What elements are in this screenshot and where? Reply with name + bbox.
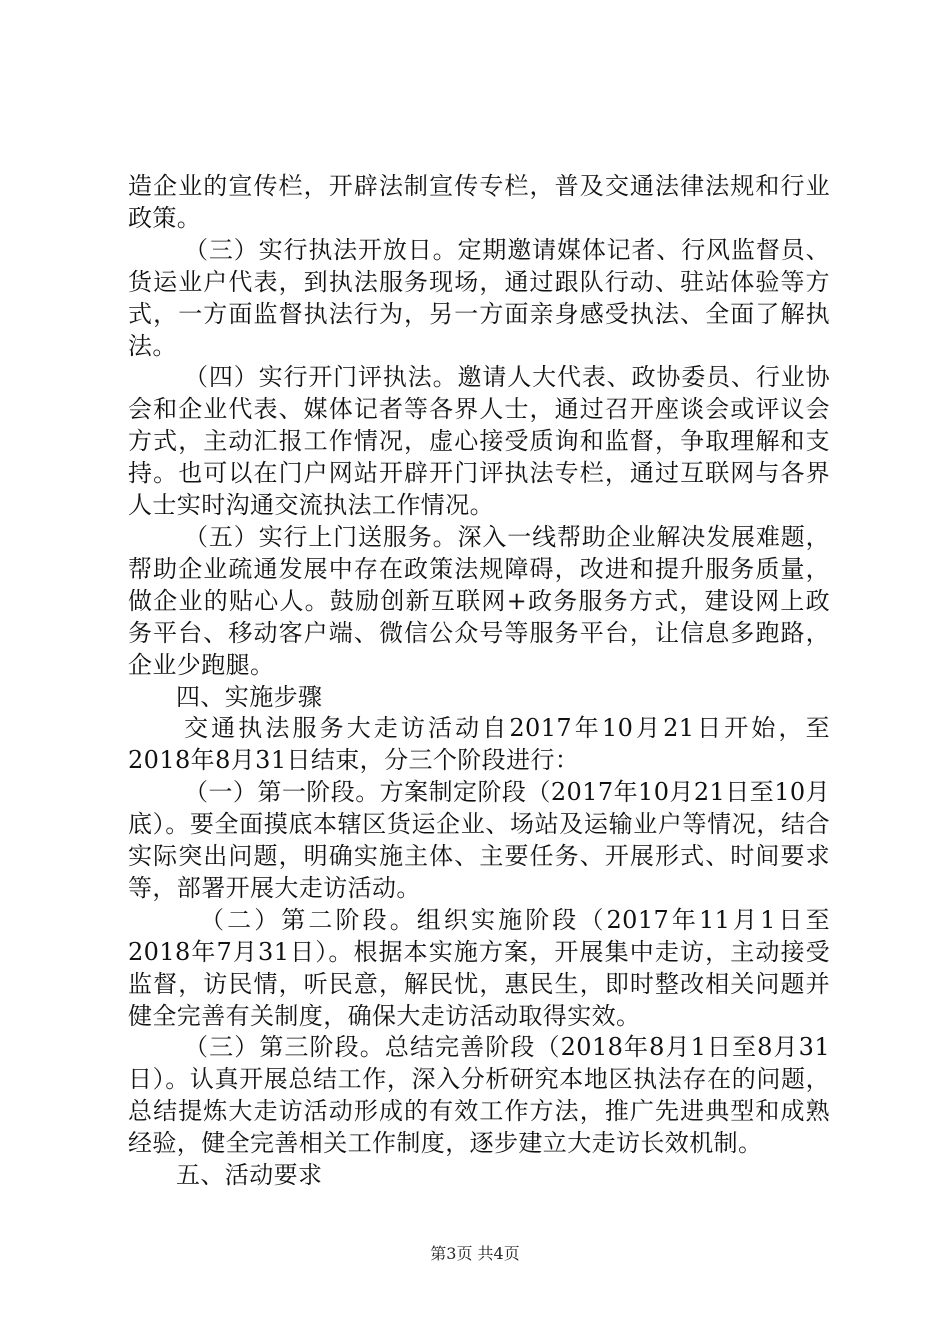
- section-heading-steps: 四、实施步骤: [176, 682, 323, 711]
- paragraph-door-service: （五）实行上门送服务。深入一线帮助企业解决发展难题，帮助企业疏通发展中存在政策法规障碍，改进和提升服务质量，做企业的贴心人。鼓励创新互联网+政务服务方式，建设网上政务平台、移动客户端、微信公众号等服务平台，让信息多跑路，企业少跑腿。: [128, 522, 830, 679]
- paragraph-open-review: （四）实行开门评执法。邀请人大代表、政协委员、行业协会和企业代表、媒体记者等各界人士，通过召开座谈会或评议会方式，主动汇报工作情况，虚心接受质询和监督，争取理解和支持。也可以在门户网站开辟开门评执法专栏，通过互联网与各界人士实时沟通交流执法工作情况。: [128, 363, 830, 520]
- paragraph-stage-two: （二）第二阶段。组织实施阶段（2017年11月1日至2018年7月31日）。根据本实施方案，开展集中走访，主动接受监督，访民情，听民意，解民忧，惠民生，即时整改相关问题并健全完善有关制度，确保大走访活动取得实效。: [128, 905, 830, 1030]
- paragraph-open-day: （三）实行执法开放日。定期邀请媒体记者、行风监督员、货运业户代表，到执法服务现场，通过跟队行动、驻站体验等方式，一方面监督执法行为，另一方面亲身感受执法、全面了解执法。: [128, 235, 830, 360]
- paragraph-stage-three: （三）第三阶段。总结完善阶段（2018年8月1日至8月31日）。认真开展总结工作，深入分析研究本地区执法存在的问题，总结提炼大走访活动形成的有效工作方法，推广先进典型和成熟经验，健全完善相关工作制度，逐步建立大走访长效机制。: [128, 1033, 830, 1158]
- document-body: [128, 171, 830, 1192]
- paragraph-continuation: 造企业的宣传栏，开辟法制宣传专栏，普及交通法律法规和行业政策。: [128, 172, 830, 232]
- paragraph-steps-intro: 交通执法服务大走访活动自2017年10月21日开始，至2018年8月31日结束，分三个阶段进行：: [128, 714, 830, 775]
- paragraph-stage-one: （一）第一阶段。方案制定阶段（2017年10月21日至10月底）。要全面摸底本辖区货运企业、场站及运输业户等情况，结合实际突出问题，明确实施主体、主要任务、开展形式、时间要求等，部署开展大走访活动。: [128, 778, 830, 902]
- page-number-footer: 第3页 共4页: [430, 1244, 520, 1263]
- section-heading-requirements: 五、活动要求: [176, 1161, 323, 1190]
